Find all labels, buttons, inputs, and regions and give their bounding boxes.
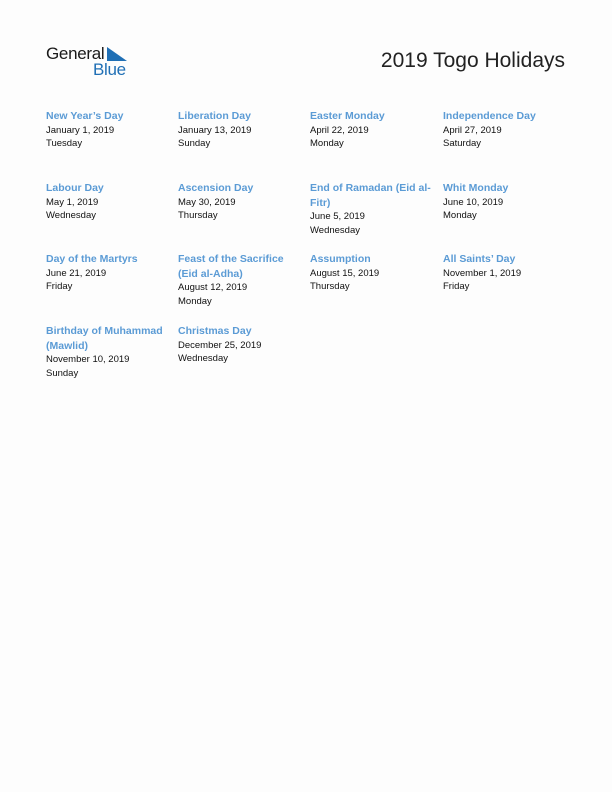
holiday-entry bbox=[178, 252, 302, 308]
holiday-entry bbox=[178, 181, 302, 223]
holiday-name: Easter Monday bbox=[310, 110, 385, 122]
holiday-weekday: Wednesday bbox=[46, 210, 96, 221]
holiday-weekday: Wednesday bbox=[310, 224, 360, 236]
holiday-entry bbox=[443, 109, 567, 151]
holiday-entry bbox=[310, 181, 434, 237]
logo-text-blue: Blue bbox=[93, 60, 126, 79]
holiday-weekday: Saturday bbox=[443, 138, 482, 149]
holiday-date: May 30, 2019 bbox=[178, 196, 236, 208]
holiday-weekday: Monday bbox=[443, 210, 477, 221]
holiday-entry bbox=[46, 181, 170, 223]
holiday-weekday: Tuesday bbox=[46, 138, 83, 149]
holiday-date: January 1, 2019 bbox=[46, 124, 115, 136]
holiday-weekday: Wednesday bbox=[178, 353, 228, 364]
holiday-name: Independence Day bbox=[443, 110, 536, 122]
holiday-name: Birthday of Muhammad (Mawlid) bbox=[46, 325, 163, 352]
holiday-name: Liberation Day bbox=[178, 110, 251, 122]
holiday-name: Day of the Martyrs bbox=[46, 253, 138, 265]
holiday-weekday: Friday bbox=[443, 281, 470, 292]
holiday-date: June 5, 2019 bbox=[310, 211, 365, 222]
holiday-entry bbox=[178, 324, 302, 366]
holiday-date: April 22, 2019 bbox=[310, 124, 369, 136]
holiday-entry bbox=[178, 109, 302, 151]
holiday-name: Labour Day bbox=[46, 182, 104, 194]
holiday-date: November 10, 2019 bbox=[46, 354, 130, 365]
holiday-entry bbox=[443, 252, 567, 294]
holiday-date: May 1, 2019 bbox=[46, 196, 99, 208]
holiday-entry bbox=[443, 181, 567, 223]
holiday-weekday: Monday bbox=[310, 138, 344, 149]
holiday-name: End of Ramadan (Eid al-Fitr) bbox=[310, 182, 431, 209]
brand-logo bbox=[46, 44, 136, 80]
logo-text-general: General bbox=[46, 44, 105, 63]
holiday-weekday: Monday bbox=[178, 295, 212, 307]
holiday-date: June 21, 2019 bbox=[46, 267, 107, 279]
holiday-name: All Saints’ Day bbox=[443, 253, 516, 265]
holiday-name: Whit Monday bbox=[443, 182, 509, 194]
holiday-weekday: Sunday bbox=[46, 367, 79, 379]
holiday-entry bbox=[46, 109, 170, 151]
holiday-date: August 15, 2019 bbox=[310, 267, 380, 279]
holiday-weekday: Thursday bbox=[310, 281, 350, 292]
page-title: 2019 Togo Holidays bbox=[380, 49, 565, 72]
holiday-date: April 27, 2019 bbox=[443, 124, 502, 136]
holiday-date: January 13, 2019 bbox=[178, 124, 252, 136]
holiday-entry bbox=[310, 109, 434, 151]
holiday-name: Christmas Day bbox=[178, 325, 252, 337]
holiday-entry bbox=[46, 324, 170, 380]
holiday-name: Feast of the Sacrifice (Eid al-Adha) bbox=[178, 253, 284, 280]
holiday-date: December 25, 2019 bbox=[178, 339, 262, 351]
holiday-weekday: Thursday bbox=[178, 210, 218, 221]
holiday-date: November 1, 2019 bbox=[443, 267, 522, 279]
holiday-weekday: Friday bbox=[46, 281, 73, 292]
holiday-entry bbox=[310, 252, 434, 294]
holiday-name: Assumption bbox=[310, 253, 371, 265]
holiday-date: August 12, 2019 bbox=[178, 282, 248, 293]
holiday-name: Ascension Day bbox=[178, 182, 254, 194]
holiday-entry bbox=[46, 252, 170, 294]
holiday-date: June 10, 2019 bbox=[443, 196, 504, 208]
holiday-name: New Year’s Day bbox=[46, 110, 124, 122]
holiday-weekday: Sunday bbox=[178, 138, 211, 149]
